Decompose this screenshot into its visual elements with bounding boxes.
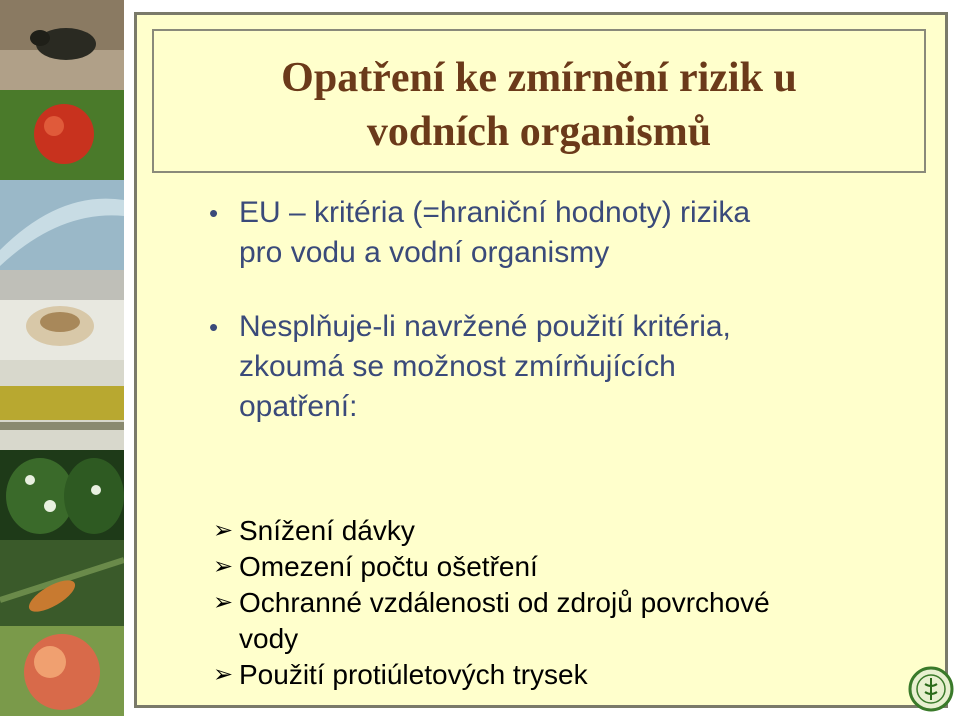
title-line: Opatření ke zmírnění rizik u xyxy=(281,55,797,101)
bullet-list xyxy=(205,193,925,461)
bullet-item xyxy=(205,193,925,273)
arrow-bullet-icon: ➢ xyxy=(213,661,234,688)
measure-line: Použití protiúletových trysek xyxy=(239,659,588,690)
bullet-line: EU – kritéria (=hraniční hodnoty) rizika xyxy=(239,196,751,229)
arrow-bullet-icon: ➢ xyxy=(213,589,234,616)
measure-line: Omezení počtu ošetření xyxy=(239,551,538,582)
title-box xyxy=(152,29,926,173)
photo-strip xyxy=(0,0,124,716)
weevil-photo xyxy=(0,0,124,90)
bullet-icon: • xyxy=(209,198,219,228)
gall-photo xyxy=(0,90,124,180)
title-line: vodních organismů xyxy=(366,109,712,155)
bullet-item xyxy=(205,307,925,427)
slide-title xyxy=(154,51,924,159)
arrow-bullet-icon: ➢ xyxy=(213,553,234,580)
measure-line: Ochranné vzdálenosti od zdrojů povrchové xyxy=(239,587,770,618)
bullet-line: opatření: xyxy=(239,390,358,423)
measure-item xyxy=(213,513,933,549)
leaf-photo xyxy=(0,180,124,270)
measure-item xyxy=(213,657,933,693)
spotted-leaf-photo xyxy=(0,450,124,540)
measure-line: vody xyxy=(239,623,299,654)
bullet-icon: • xyxy=(209,312,219,342)
institution-logo-icon xyxy=(908,666,954,712)
measure-line: Snížení dávky xyxy=(239,515,415,546)
mushroom-photo xyxy=(0,270,124,360)
peach-photo xyxy=(0,626,124,716)
bullet-line: zkoumá se možnost zmírňujících xyxy=(239,350,676,383)
slide xyxy=(134,12,948,708)
measure-item xyxy=(213,585,933,657)
measure-item xyxy=(213,549,933,585)
measures-list xyxy=(213,513,933,693)
caterpillar-photo xyxy=(0,540,124,626)
arrow-bullet-icon: ➢ xyxy=(213,517,234,544)
bullet-line: pro vodu a vodní organismy xyxy=(239,236,610,269)
lichen-photo xyxy=(0,360,124,450)
bullet-line: Nesplňuje-li navržené použití kritéria, xyxy=(239,310,731,343)
